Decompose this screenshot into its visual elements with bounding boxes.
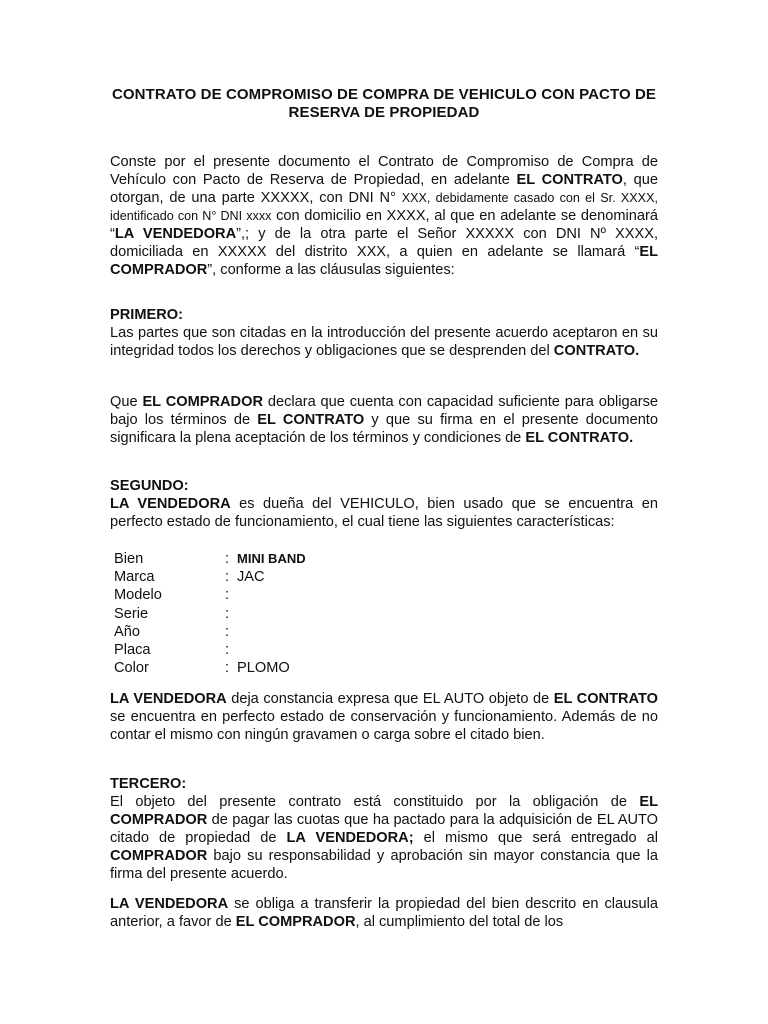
spec-label: Placa bbox=[114, 641, 151, 658]
segundo-p1-text: es dueña del VEHICULO, bien usado que se encuentra en perfecto estado de funcionamiento, el cual tiene las siguientes características: bbox=[110, 496, 658, 530]
primero-p2-bold-2: EL CONTRATO bbox=[257, 412, 365, 428]
tercero-p1-text-1: El objeto del presente contrato está constituido por la obligación de bbox=[110, 794, 640, 810]
spec-colon: : bbox=[225, 605, 230, 622]
intro-bold-vendedora: LA VENDEDORA bbox=[114, 226, 237, 242]
intro-text-3: con domicilio en XXXX, al que en adelante se denominará “ bbox=[110, 208, 658, 242]
segundo-paragraph-1 bbox=[110, 495, 658, 531]
segundo-p2-bold-1: LA VENDEDORA bbox=[110, 691, 227, 707]
tercero-paragraph-1 bbox=[110, 793, 658, 883]
primero-p2-text-2: declara que cuenta con capacidad suficiente para obligarse bajo los términos de bbox=[110, 394, 658, 428]
segundo-heading: SEGUNDO: bbox=[110, 478, 189, 494]
tercero-paragraph-2 bbox=[110, 895, 658, 931]
spec-label: Modelo bbox=[114, 587, 162, 604]
tercero-p2-text-2: , al cumplimiento del total de los bbox=[355, 914, 564, 930]
primero-heading: PRIMERO: bbox=[110, 307, 183, 323]
intro-text-5: ”, conforme a las cláusulas siguientes: bbox=[207, 262, 455, 278]
spec-row-color bbox=[114, 659, 414, 677]
primero-p1-bold: CONTRATO. bbox=[553, 343, 640, 359]
spec-row-bien bbox=[114, 550, 414, 568]
section-primero bbox=[110, 306, 658, 360]
tercero-heading: TERCERO: bbox=[110, 776, 187, 792]
spec-colon: : bbox=[225, 587, 230, 604]
segundo-p2-text-1: deja constancia expresa que EL AUTO objeto de bbox=[226, 691, 554, 707]
spec-label: Año bbox=[114, 623, 140, 640]
spec-label: Serie bbox=[114, 605, 149, 622]
primero-p2-bold-3: EL CONTRATO. bbox=[525, 430, 634, 446]
section-tercero bbox=[110, 775, 658, 883]
spec-row-modelo bbox=[114, 586, 414, 604]
tercero-p2-bold-1: LA VENDEDORA bbox=[110, 896, 229, 912]
section-segundo bbox=[110, 477, 658, 531]
intro-text-1: Conste por el presente documento el Contrato de Compromiso de Compra de Vehículo con Pacto de Reserva de Propiedad, en adelante bbox=[110, 154, 658, 188]
primero-paragraph-1 bbox=[110, 324, 658, 360]
primero-p2-text-3: y que su firma en el presente documento significara la plena aceptación de los términos y condiciones de bbox=[110, 412, 658, 446]
spec-row-marca bbox=[114, 568, 414, 586]
spec-label: Marca bbox=[114, 569, 155, 586]
spec-row-serie bbox=[114, 605, 414, 623]
tercero-p1-bold-1: EL COMPRADOR bbox=[110, 794, 658, 828]
primero-p1-text: Las partes que son citadas en la introducción del presente acuerdo aceptaron en su integridad todos los derechos y obligaciones que se desprenden del bbox=[110, 325, 658, 359]
tercero-p1-bold-3: COMPRADOR bbox=[110, 848, 208, 864]
spec-colon: : bbox=[225, 551, 230, 567]
intro-bold-comprador: EL COMPRADOR bbox=[110, 244, 658, 278]
spec-label: Color bbox=[114, 660, 149, 677]
tercero-p2-bold-2: EL COMPRADOR bbox=[235, 914, 356, 930]
intro-small-text: XXX, debidamente casado con el Sr. XXXX, identificado con N° DNI xxxx bbox=[110, 191, 658, 223]
intro-bold-contrato: EL CONTRATO bbox=[516, 172, 623, 188]
spec-value: MINI BAND bbox=[237, 551, 306, 566]
segundo-paragraph-2 bbox=[110, 690, 658, 744]
document-title: CONTRATO DE COMPROMISO DE COMPRA DE VEHICULO CON PACTO DE RESERVA DE PROPIEDAD bbox=[111, 86, 657, 121]
tercero-p2-text-1: se obliga a transferir la propiedad del bien descrito en clausula anterior, a favor de bbox=[110, 896, 658, 930]
intro-paragraph bbox=[110, 153, 658, 279]
spec-value: PLOMO bbox=[237, 660, 290, 677]
spec-colon: : bbox=[225, 660, 230, 677]
spec-colon: : bbox=[225, 641, 230, 658]
spec-colon: : bbox=[225, 623, 230, 640]
spec-colon: : bbox=[225, 569, 230, 586]
spec-label: Bien bbox=[114, 551, 144, 567]
tercero-p1-bold-2: LA VENDEDORA; bbox=[286, 830, 414, 846]
segundo-p1-bold: LA VENDEDORA bbox=[110, 496, 231, 512]
primero-p2-bold-1: EL COMPRADOR bbox=[142, 394, 263, 410]
intro-text-2: , que otorgan, de una parte XXXXX, con DNI N° bbox=[110, 172, 658, 206]
primero-p2-text-1: Que bbox=[110, 394, 143, 410]
intro-text-4: ”,; y de la otra parte el Señor XXXXX con DNI Nº XXXX, domiciliada en XXXXX del distrito XXX, a quien en adelante se llamará “ bbox=[110, 226, 659, 260]
spec-value: JAC bbox=[237, 569, 265, 586]
tercero-p1-text-4: bajo su responsabilidad y aprobación sin mayor constancia que la firma del presente acuerdo. bbox=[110, 848, 658, 882]
vehicle-specs bbox=[114, 550, 414, 677]
segundo-p2-text-2: se encuentra en perfecto estado de conservación y funcionamiento. Además de no contar el mismo con ningún gravamen o carga sobre el citado bien. bbox=[110, 709, 658, 743]
spec-row-placa bbox=[114, 641, 414, 659]
segundo-p2-bold-2: EL CONTRATO bbox=[553, 691, 658, 707]
spec-row-anio bbox=[114, 623, 414, 641]
primero-paragraph-2 bbox=[110, 393, 658, 447]
tercero-p1-text-2: de pagar las cuotas que ha pactado para la adquisición de EL AUTO citado de propiedad de bbox=[110, 812, 658, 846]
tercero-p1-text-3: el mismo que será entregado al bbox=[413, 830, 659, 846]
